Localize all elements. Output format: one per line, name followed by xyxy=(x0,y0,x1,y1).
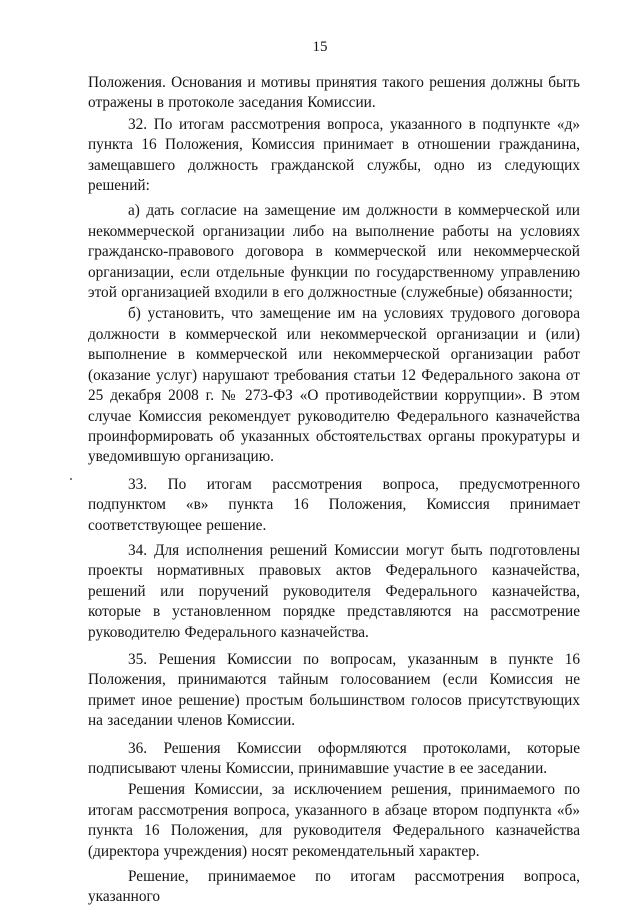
document-body xyxy=(88,73,580,908)
paragraph-subitem-b: б) установить, что замещение им на условиях трудового договора должности в коммерческой или некоммерческой организации и (или) выполнение в коммерческой или некоммерческой организации работ (оказание услуг) нарушают требования статьи 12 Федерального закона от 25 декабря 2008 г. № 273-ФЗ «О противодействии коррупции». В этом случае Комиссия рекомендует руководителю Федерального казначейства проинформировать об указанных обстоятельствах органы прокуратуры и уведомившую организацию. xyxy=(88,305,580,466)
paragraph-decisions-advisory: Решения Комиссии, за исключением решения, принимаемого по итогам рассмотрения вопроса, указанного в абзаце втором подпункта «б» пункта 16 Положения, для руководителя Федерального казначейства (директора учреждения) носят рекомендательный характер. xyxy=(88,781,580,860)
paragraph-subitem-a: а) дать согласие на замещение им должности в коммерческой или некоммерческой организации либо на выполнение работы на условиях гражданско-правового договора в коммерческой или некоммерческой организации, если отдельные функции по государственному управлению этой организацией входили в его должностные (служебные) обязанности; xyxy=(88,202,580,302)
paragraph-decision-continued: Решение, принимаемое по итогам рассмотрения вопроса, указанного xyxy=(88,868,580,906)
paragraph-item-34: 34. Для исполнения решений Комиссии могут быть подготовлены проекты нормативных правовых актов Федерального казначейства, решений или поручений руководителя Федерального казначейства, которые в установленном порядке представляются на рассмотрение руководителю Федерального казначейства. xyxy=(88,541,580,641)
page-number: 15 xyxy=(312,39,328,55)
margin-dot xyxy=(70,478,72,480)
paragraph-item-36: 36. Решения Комиссии оформляются протоколами, которые подписывают члены Комиссии, принимавшие участие в ее заседании. xyxy=(88,739,580,777)
paragraph-item-33: 33. По итогам рассмотрения вопроса, предусмотренного подпунктом «в» пункта 16 Положения, Комиссия принимает соответствующее решение. xyxy=(88,475,580,534)
paragraph-item-35: 35. Решения Комиссии по вопросам, указанным в пункте 16 Положения, принимаются тайным голосованием (если Комиссия не примет иное решение) простым большинством голосов присутствующих на заседании членов Комиссии. xyxy=(88,650,580,730)
paragraph-continuation: Положения. Основания и мотивы принятия такого решения должны быть отражены в протоколе заседания Комиссии. xyxy=(88,74,580,112)
paragraph-item-32: 32. По итогам рассмотрения вопроса, указанного в подпункте «д» пункта 16 Положения, Комиссия принимает в отношении гражданина, замещавшего должность гражданской службы, одно из следующих решений: xyxy=(88,115,580,195)
